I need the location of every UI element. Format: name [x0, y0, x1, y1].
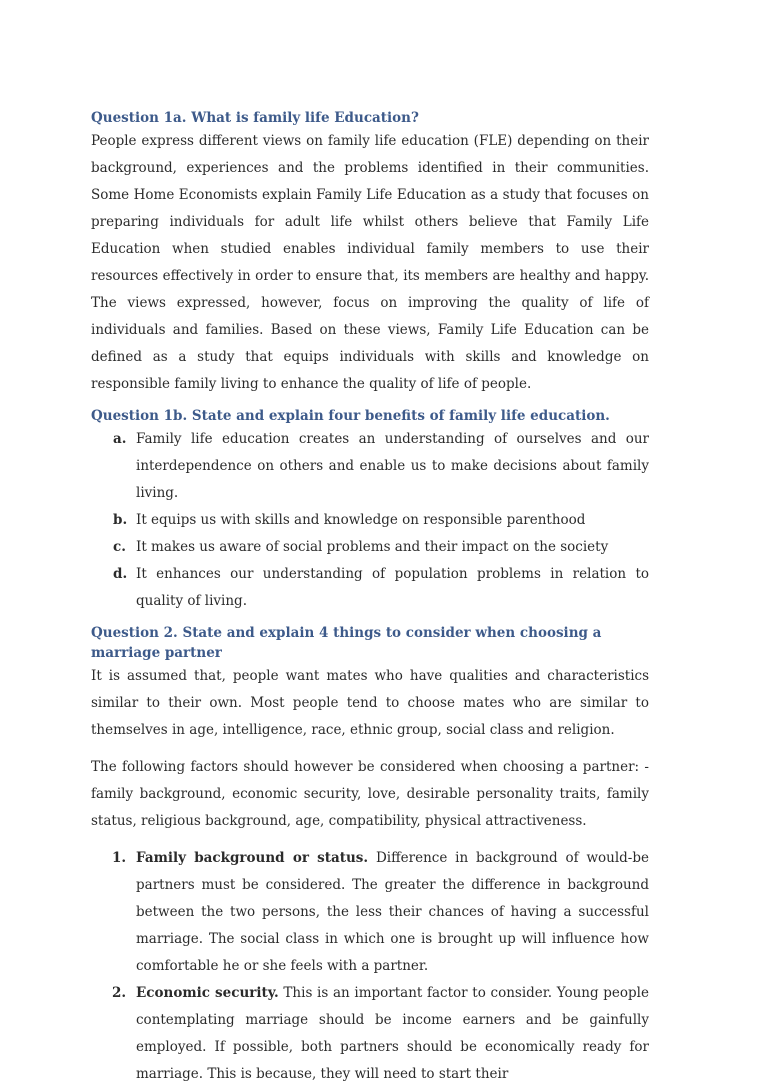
list-item	[91, 507, 649, 534]
list-item	[91, 534, 649, 561]
list-item	[91, 980, 649, 1088]
list-item	[91, 561, 649, 615]
list-marker: 2.	[112, 985, 127, 1001]
question-1b-heading: Question 1b. State and explain four benefits of family life education.	[91, 408, 610, 424]
factors-list	[91, 845, 649, 1088]
list-item	[91, 426, 649, 507]
list-item-text: It equips us with skills and knowledge on responsible parenthood	[136, 512, 586, 528]
document-page	[91, 108, 649, 1088]
list-marker: d.	[113, 566, 128, 582]
list-marker: 1.	[112, 850, 127, 866]
question-2-intro: It is assumed that, people want mates who have qualities and characteristics similar to their own. Most people tend to choose mates who are similar to themselves in age, intelligence, race, ethnic group, social class and religion.	[91, 668, 649, 738]
question-1a-answer: People express different views on family life education (FLE) depending on their background, experiences and the problems identified in their communities. Some Home Economists explain Family Life Education as a study that focuses on preparing individuals for adult life whilst others believe that Family Life Education when studied enables individual family members to use their resources effectively in order to ensure that, its members are healthy and happy. The views expressed, however, focus on improving the quality of life of individuals and families. Based on these views, Family Life Education can be defined as a study that equips individuals with skills and knowledge on responsible family living to enhance the quality of life of people.	[91, 133, 649, 392]
list-item-text: It enhances our understanding of population problems in relation to quality of living.	[136, 566, 649, 609]
question-1a-heading: Question 1a. What is family life Education?	[91, 110, 419, 126]
list-item-text: Family life education creates an understanding of ourselves and our interdependence on others and enable us to make decisions about family living.	[136, 431, 649, 501]
list-item-title: Economic security.	[136, 985, 279, 1001]
list-item-text: This is an important factor to consider. Young people contemplating marriage should be income earners and be gainfully employed. If possible, both partners should be economically ready for marriage. This is because, they will need to start their	[136, 985, 649, 1082]
list-item	[91, 845, 649, 980]
benefits-list	[91, 426, 649, 615]
list-marker: b.	[113, 512, 128, 528]
list-item-text: It makes us aware of social problems and their impact on the society	[136, 539, 609, 555]
question-2-factors: The following factors should however be considered when choosing a partner: - family background, economic security, love, desirable personality traits, family status, religious background, age, compatibility, physical attractiveness.	[91, 759, 649, 829]
list-marker: c.	[113, 539, 126, 555]
list-item-title: Family background or status.	[136, 850, 369, 866]
question-2-heading: Question 2. State and explain 4 things to consider when choosing a marriage partner	[91, 625, 602, 661]
list-marker: a.	[113, 431, 127, 447]
list-item-text: Difference in background of would-be partners must be considered. The greater the difference in background between the two persons, the less their chances of having a successful marriage. The social class in which one is brought up will influence how comfortable he or she feels with a partner.	[136, 850, 649, 974]
